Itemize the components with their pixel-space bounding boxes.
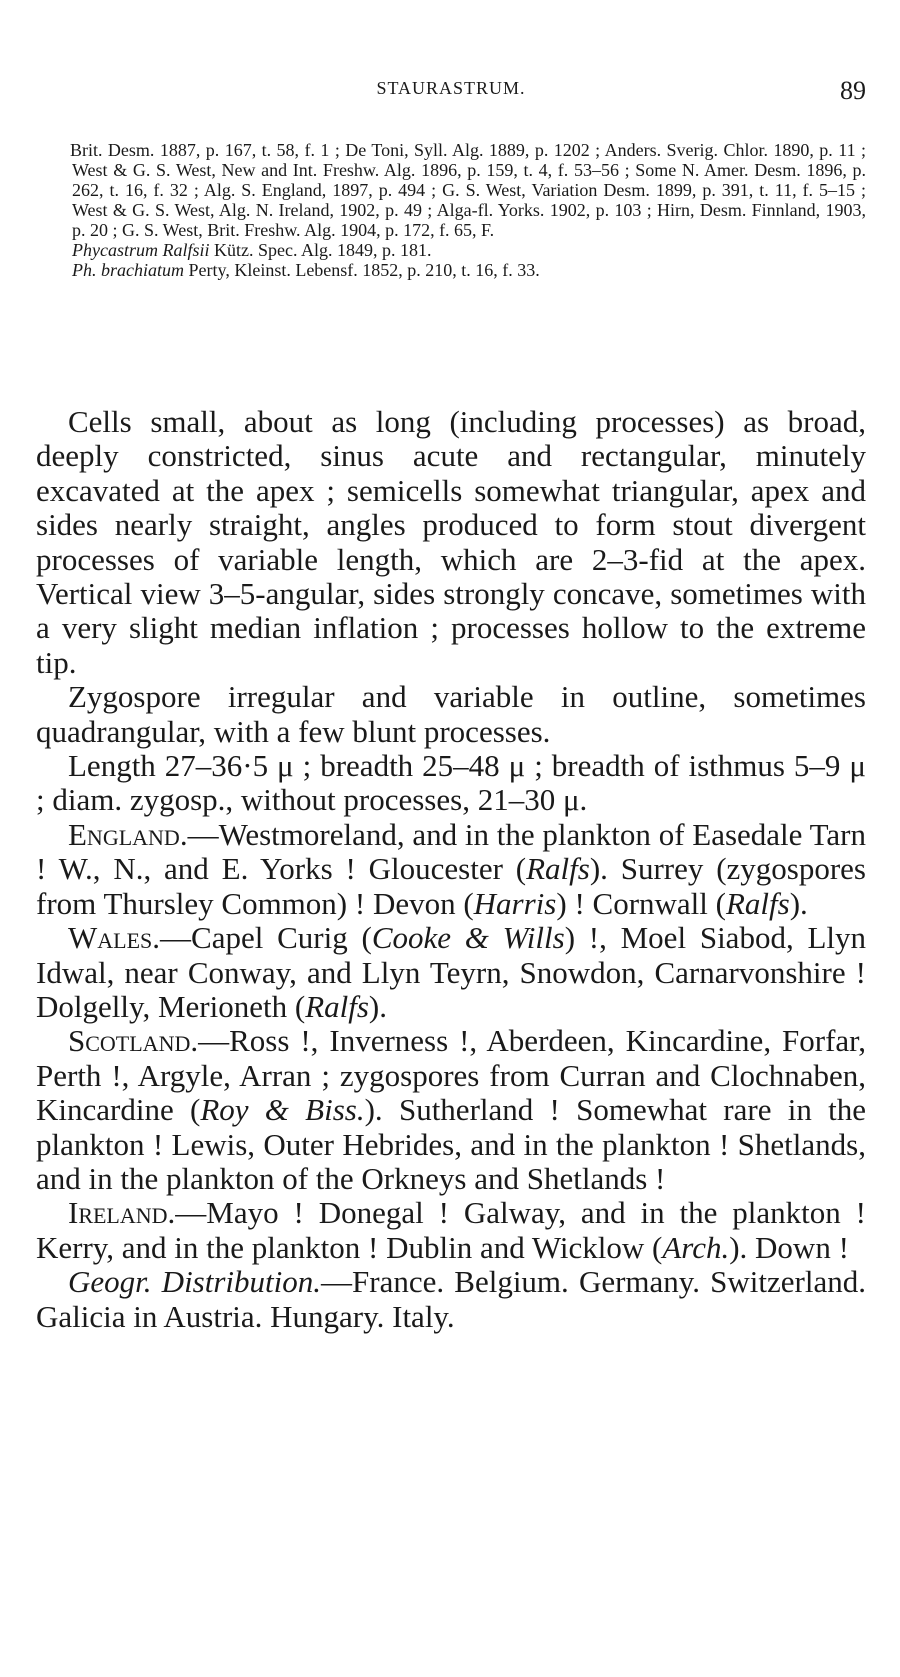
distribution-scotland: Scotland.—Ross !, Inverness !, Aberdeen, Kincardine, Forfar, Perth !, Argyle, Arran ; zygospores from Curran and Clochnaben, Kincardine (Roy & Biss.). Sutherland ! Somewhat rare in the plankton ! Lewis, Outer Hebrides, and in the plankton ! Shetlands, and in the plankton of the Orkneys and Shetlands !	[36, 1023, 866, 1196]
references-block	[72, 140, 866, 280]
running-title: STAURASTRUM.	[376, 78, 526, 98]
dimensions: Length 27–36·5 μ ; breadth 25–48 μ ; breadth of isthmus 5–9 μ ; diam. zygosp., without processes, 21–30 μ.	[36, 748, 866, 818]
reference-list: Brit. Desm. 1887, p. 167, t. 58, f. 1 ; De Toni, Syll. Alg. 1889, p. 1202 ; Anders. Sverig. Chlor. 1890, p. 11 ; West & G. S. West, New and Int. Freshw. Alg. 1896, p. 159, t. 4, f. 53–56 ; Some N. Amer. Desm. 1896, p. 262, t. 16, f. 32 ; Alg. S. England, 1897, p. 494 ; G. S. West, Variation Desm. 1899, p. 391, t. 11, f. 5–15 ; West & G. S. West, Alg. N. Ireland, 1902, p. 49 ; Alga-fl. Yorks. 1902, p. 103 ; Hirn, Desm. Finnland, 1903, p. 20 ; G. S. West, Brit. Freshw. Alg. 1904, p. 172, f. 65, F.	[70, 140, 866, 240]
synonym-ph-brachiatum	[46, 260, 866, 280]
page-header	[36, 78, 866, 112]
region-label: Wales.	[68, 920, 161, 956]
region-label: England.	[68, 816, 188, 852]
main-text	[36, 405, 866, 1334]
synonym-citation: Kütz. Spec. Alg. 1849, p. 181.	[209, 240, 432, 260]
zygospore-description: Zygospore irregular and variable in outline, sometimes quadrangular, with a few blunt processes.	[36, 679, 866, 749]
synonym-phycastrum-ralfsii	[46, 240, 866, 260]
geographic-distribution: Geogr. Distribution.—France. Belgium. Germany. Switzerland. Galicia in Austria. Hungary. Italy.	[36, 1264, 866, 1334]
distribution-wales: Wales.—Capel Curig (Cooke & Wills) !, Moel Siabod, Llyn Idwal, near Conway, and Llyn Teyrn, Snowdon, Carnarvonshire ! Dolgelly, Merioneth (Ralfs).	[36, 920, 867, 1024]
cell-description: Cells small, about as long (including processes) as broad, deeply constricted, sinus acute and rectangular, minutely excavated at the apex ; semicells somewhat triangular, apex and sides nearly straight, angles produced to form stout divergent processes of variable length, which are 2–3-fid at the apex. Vertical view 3–5-angular, sides strongly concave, sometimes with a very slight median inflation ; processes hollow to the extreme tip.	[36, 404, 866, 680]
page-number: 89	[840, 76, 866, 105]
section-label: Geogr. Distribution.	[68, 1264, 322, 1300]
synonym-name: Ph. brachiatum	[72, 260, 184, 280]
distribution-ireland: Ireland.—Mayo ! Donegal ! Galway, and in the plankton ! Kerry, and in the plankton ! Dublin and Wicklow (Arch.). Down !	[36, 1195, 866, 1265]
synonym-citation: Perty, Kleinst. Lebensf. 1852, p. 210, t. 16, f. 33.	[184, 260, 540, 280]
region-label: Ireland.	[68, 1195, 176, 1231]
distribution-england: England.—Westmoreland, and in the plankton of Easedale Tarn ! W., N., and E. Yorks ! Gloucester (Ralfs). Surrey (zygospores from Thursley Common) ! Devon (Harris) ! Cornwall (Ralfs).	[36, 816, 866, 921]
region-label: Scotland.	[68, 1023, 199, 1059]
synonym-name: Phycastrum Ralfsii	[72, 240, 210, 260]
